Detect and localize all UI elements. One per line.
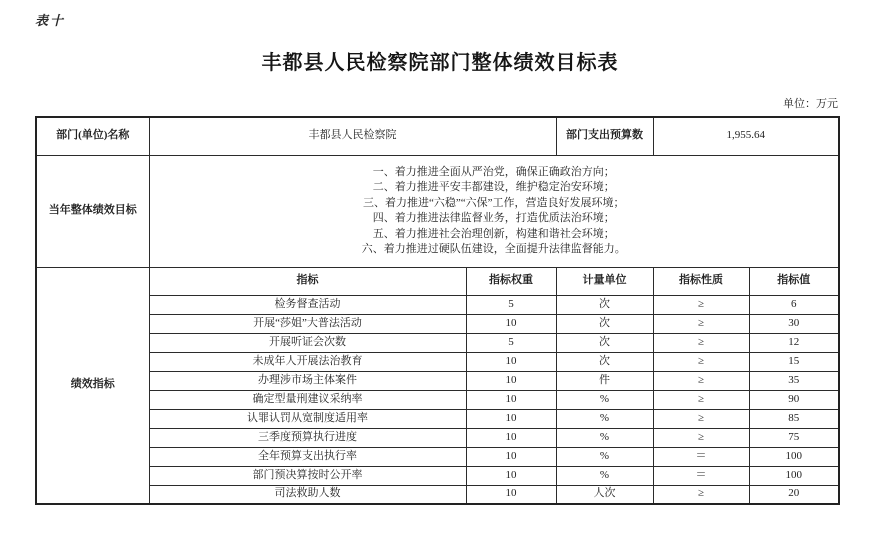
indicator-name-cell: 检务督查活动 [149, 295, 466, 314]
indicator-name-cell: 开展听证会次数 [149, 333, 466, 352]
indicator-nature-cell: ＝ [653, 447, 749, 466]
indicator-value-cell: 85 [749, 409, 839, 428]
indicator-name-cell: 部门预决算按时公开率 [149, 466, 466, 485]
indicators-header-row [36, 267, 839, 295]
indicator-unit-cell: 次 [556, 352, 653, 371]
indicator-weight-cell: 10 [466, 390, 556, 409]
table-row [36, 371, 839, 390]
goal-line: 六、着力推进过硬队伍建设，全面提升法律监督能力。 [361, 243, 626, 255]
indicators-section-label: 绩效指标 [36, 267, 149, 504]
indicator-nature-cell: ≥ [653, 409, 749, 428]
indicator-unit-cell: 次 [556, 333, 653, 352]
indicator-name-cell: 司法救助人数 [149, 485, 466, 504]
indicator-weight-cell: 10 [466, 352, 556, 371]
dept-name-label: 部门(单位)名称 [36, 117, 149, 155]
indicator-name-cell: 办理涉市场主体案件 [149, 371, 466, 390]
indicator-name-cell: 三季度预算执行进度 [149, 428, 466, 447]
table-row [36, 314, 839, 333]
goal-line: 二、着力推进平安丰都建设，维护稳定治安环境； [372, 181, 615, 193]
indicator-unit-cell: 次 [556, 314, 653, 333]
indicator-name-cell: 全年预算支出执行率 [149, 447, 466, 466]
indicator-nature-cell: ≥ [653, 371, 749, 390]
indicator-unit-cell: % [556, 428, 653, 447]
indicator-value-cell: 90 [749, 390, 839, 409]
indicator-nature-cell: ≥ [653, 333, 749, 352]
goal-line: 三、着力推进“六稳”“六保”工作，营造良好发展环境； [362, 196, 625, 209]
indicator-value-cell: 75 [749, 428, 839, 447]
indicator-name-cell: 认罪认罚从宽制度适用率 [149, 409, 466, 428]
indicator-unit-cell: % [556, 466, 653, 485]
budget-label: 部门支出预算数 [556, 117, 653, 155]
indicator-unit-cell: % [556, 409, 653, 428]
indicator-nature-cell: ≥ [653, 390, 749, 409]
indicator-weight-cell: 10 [466, 466, 556, 485]
table-row [36, 485, 839, 504]
table-row [36, 466, 839, 485]
col-header-unit: 计量单位 [556, 267, 653, 295]
indicator-unit-cell: % [556, 447, 653, 466]
indicator-unit-cell: 件 [556, 371, 653, 390]
indicator-value-cell: 30 [749, 314, 839, 333]
indicator-value-cell: 15 [749, 352, 839, 371]
indicator-value-cell: 12 [749, 333, 839, 352]
indicator-value-cell: 100 [749, 466, 839, 485]
performance-target-table [35, 116, 840, 505]
goal-line: 一、着力推进全面从严治党，确保正确政治方向； [372, 165, 615, 178]
budget-value: 1,955.64 [653, 117, 839, 155]
indicator-weight-cell: 10 [466, 409, 556, 428]
table-row [36, 447, 839, 466]
indicator-nature-cell: ＝ [653, 466, 749, 485]
indicator-name-cell: 未成年人开展法治教育 [149, 352, 466, 371]
table-row [36, 295, 839, 314]
goal-line: 五、着力推进社会治理创新，构建和谐社会环境； [372, 227, 615, 240]
col-header-value: 指标值 [749, 267, 839, 295]
indicator-unit-cell: % [556, 390, 653, 409]
table-row [36, 409, 839, 428]
indicator-value-cell: 35 [749, 371, 839, 390]
goals-content [149, 155, 839, 267]
table-row [36, 333, 839, 352]
indicator-nature-cell: ≥ [653, 295, 749, 314]
col-header-indicator: 指标 [149, 267, 466, 295]
indicator-weight-cell: 10 [466, 428, 556, 447]
indicator-weight-cell: 5 [466, 333, 556, 352]
goals-label: 当年整体绩效目标 [36, 155, 149, 267]
table-row [36, 428, 839, 447]
goal-line: 四、着力推进法律监督业务，打造优质法治环境； [372, 212, 615, 224]
indicator-weight-cell: 10 [466, 371, 556, 390]
indicator-name-cell: 确定型量刑建议采纳率 [149, 390, 466, 409]
indicator-weight-cell: 10 [466, 447, 556, 466]
unit-note: 单位：万元 [783, 98, 838, 110]
dept-name-value: 丰都县人民检察院 [149, 117, 556, 155]
table-row [36, 352, 839, 371]
indicator-unit-cell: 次 [556, 295, 653, 314]
goals-row [36, 155, 839, 267]
table-row [36, 390, 839, 409]
indicator-unit-cell: 人次 [556, 485, 653, 504]
indicator-name-cell: 开展“莎姐”大普法活动 [149, 314, 466, 333]
col-header-nature: 指标性质 [653, 267, 749, 295]
table-number-tag: 表十 [35, 13, 66, 28]
indicator-nature-cell: ≥ [653, 428, 749, 447]
page-title: 丰都县人民检察院部门整体绩效目标表 [261, 52, 619, 74]
indicator-weight-cell: 10 [466, 485, 556, 504]
indicator-nature-cell: ≥ [653, 485, 749, 504]
indicator-value-cell: 100 [749, 447, 839, 466]
indicator-nature-cell: ≥ [653, 352, 749, 371]
indicator-weight-cell: 10 [466, 314, 556, 333]
indicator-nature-cell: ≥ [653, 314, 749, 333]
indicator-value-cell: 6 [749, 295, 839, 314]
indicator-value-cell: 20 [749, 485, 839, 504]
summary-row [36, 117, 839, 155]
col-header-weight: 指标权重 [466, 267, 556, 295]
indicator-weight-cell: 5 [466, 295, 556, 314]
